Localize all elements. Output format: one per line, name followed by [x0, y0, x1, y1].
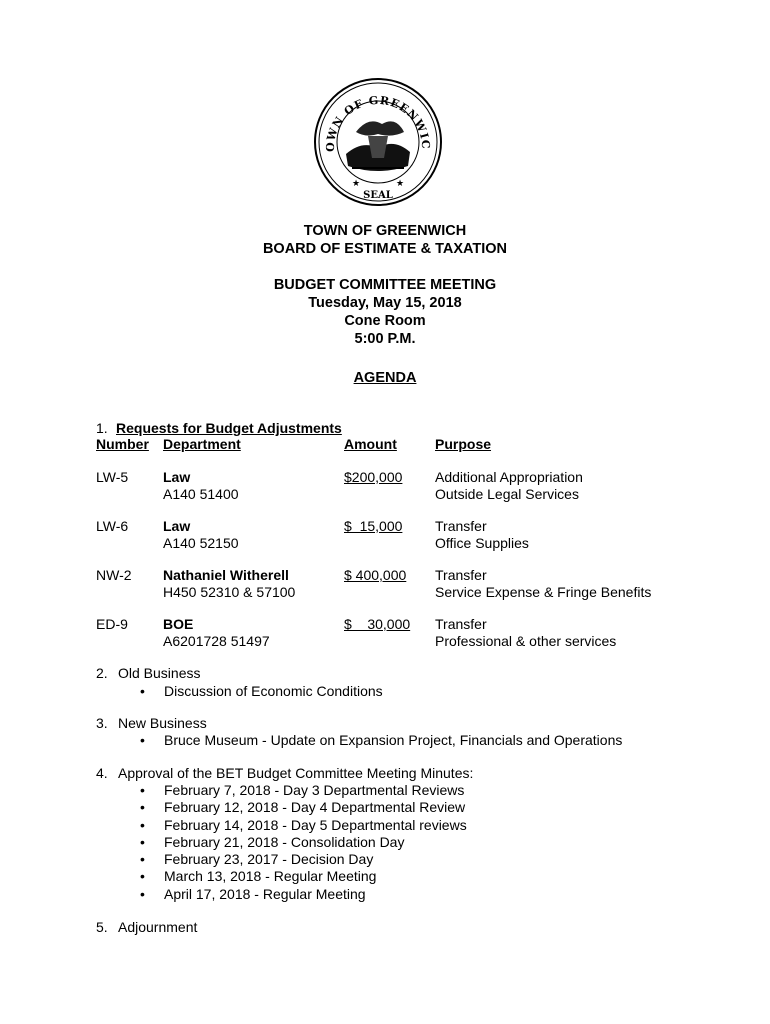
- row-account: A6201728 51497: [163, 633, 270, 649]
- board-title: BOARD OF ESTIMATE & TAXATION: [262, 241, 508, 257]
- row-account: H450 52310 & 57100: [163, 584, 296, 600]
- star-icon: ★: [396, 178, 405, 188]
- row-purpose: Transfer: [435, 567, 487, 583]
- section4-number: 4.: [96, 765, 108, 781]
- section5-number: 5.: [96, 919, 108, 935]
- section2-title: Old Business: [118, 665, 201, 681]
- meeting-date: Tuesday, May 15, 2018: [308, 295, 462, 311]
- star-icon: ★: [352, 178, 361, 188]
- list-item: • February 23, 2017 - Decision Day: [140, 851, 467, 868]
- row-number: NW-2: [96, 567, 132, 583]
- row-amount: $ 400,000: [344, 567, 407, 583]
- row-purpose-detail: Professional & other services: [435, 633, 617, 649]
- town-seal: [312, 76, 444, 208]
- agenda-heading: AGENDA: [353, 370, 417, 386]
- col-header-amount: Amount: [344, 436, 397, 452]
- list-item: • February 12, 2018 - Day 4 Departmental Review: [140, 799, 467, 816]
- section2-number: 2.: [96, 665, 108, 681]
- row-number: ED-9: [96, 616, 128, 632]
- row-number: LW-5: [96, 469, 129, 485]
- section5-title: Adjournment: [118, 919, 198, 935]
- row-department: BOE: [163, 616, 194, 632]
- section2-list: [140, 683, 383, 700]
- row-department: Law: [163, 469, 191, 485]
- section4-title: Approval of the BET Budget Committee Meeting Minutes:: [118, 765, 474, 781]
- section3-title: New Business: [118, 715, 207, 731]
- seal-scene: [346, 121, 410, 171]
- row-purpose-detail: Office Supplies: [435, 535, 529, 551]
- meeting-room: Cone Room: [344, 313, 426, 329]
- col-header-purpose: Purpose: [435, 436, 492, 452]
- row-purpose-detail: Outside Legal Services: [435, 486, 579, 502]
- section1-number: 1.: [96, 420, 108, 436]
- row-department: Nathaniel Witherell: [163, 567, 289, 583]
- row-purpose-detail: Service Expense & Fringe Benefits: [435, 584, 652, 600]
- seal-town-text: OWN OF GREENWIC: [323, 93, 433, 153]
- row-purpose: Transfer: [435, 616, 487, 632]
- meeting-time: 5:00 P.M.: [354, 331, 416, 347]
- section4-list: [140, 782, 467, 903]
- row-purpose: Transfer: [435, 518, 487, 534]
- section3-list: [140, 732, 622, 749]
- section3-number: 3.: [96, 715, 108, 731]
- list-item: • Discussion of Economic Conditions: [140, 683, 383, 700]
- list-item: • February 7, 2018 - Day 3 Departmental Reviews: [140, 782, 467, 799]
- list-item: • February 21, 2018 - Consolidation Day: [140, 834, 467, 851]
- list-item: • March 13, 2018 - Regular Meeting: [140, 868, 467, 885]
- seal-word: SEAL: [363, 190, 393, 201]
- meeting-title: BUDGET COMMITTEE MEETING: [273, 277, 497, 293]
- section1-title: Requests for Budget Adjustments: [116, 420, 342, 436]
- list-item: • February 14, 2018 - Day 5 Departmental reviews: [140, 817, 467, 834]
- row-amount: $ 15,000: [344, 518, 403, 534]
- org-title: TOWN OF GREENWICH: [303, 223, 467, 239]
- row-account: A140 51400: [163, 486, 239, 502]
- list-item: • Bruce Museum - Update on Expansion Project, Financials and Operations: [140, 732, 622, 749]
- row-purpose: Additional Appropriation: [435, 469, 583, 485]
- list-item: • April 17, 2018 - Regular Meeting: [140, 886, 467, 903]
- row-amount: $ 30,000: [344, 616, 411, 632]
- row-account: A140 52150: [163, 535, 239, 551]
- col-header-department: Department: [163, 436, 241, 452]
- row-amount: $200,000: [344, 469, 403, 485]
- row-department: Law: [163, 518, 191, 534]
- col-header-number: Number: [96, 436, 149, 452]
- row-number: LW-6: [96, 518, 129, 534]
